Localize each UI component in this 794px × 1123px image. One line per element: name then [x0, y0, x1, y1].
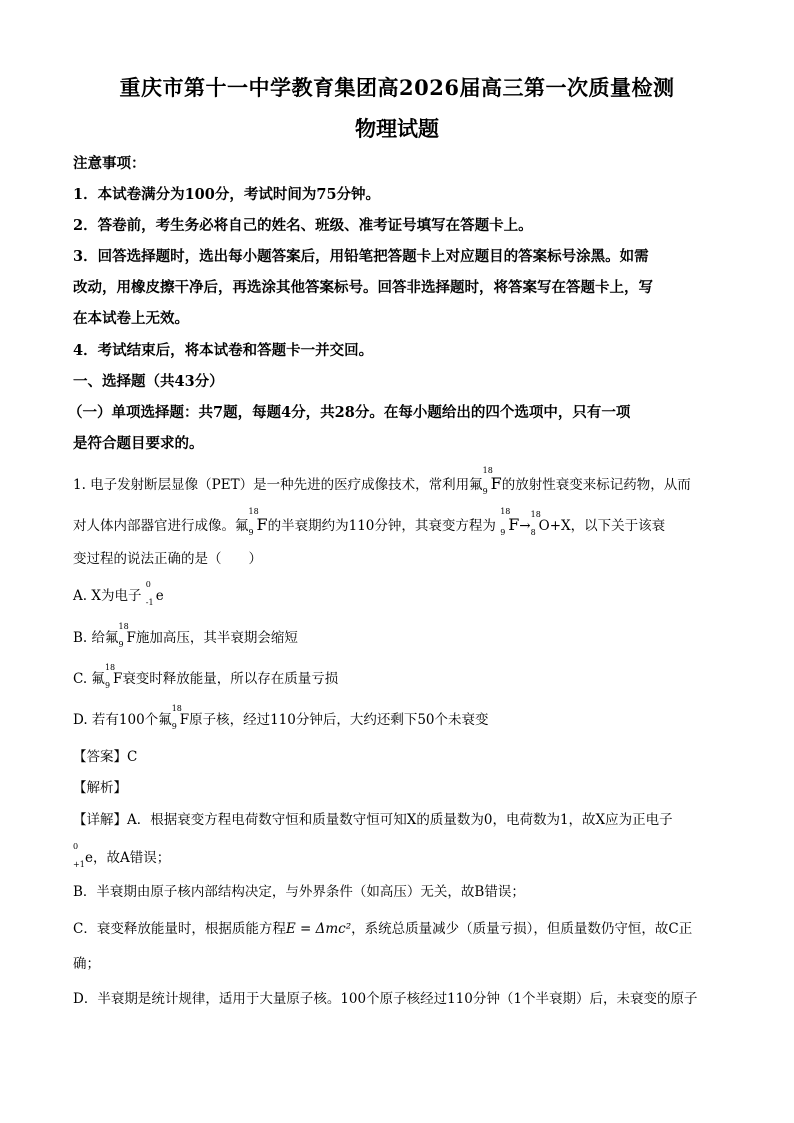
mass-energy-formula: E = Δmc²	[285, 921, 352, 937]
q1-text-c: 对人体内部器官进行成像。氟	[73, 518, 249, 534]
decay-arrow: →	[519, 518, 531, 534]
q1-text-e: ，以下关于该衰	[570, 518, 666, 534]
detail-line-1: 【详解】A．根据衰变方程电荷数守恒和质量数守恒可知X的质量数为0，电荷数为1，故X应为正电子	[73, 812, 673, 828]
q1-text-a: 1. 电子发射断层显像（PET）是一种先进的医疗成像技术，常利用氟	[73, 477, 483, 493]
exam-title: 重庆市第十一中学教育集团高2026届高三第一次质量检测	[119, 75, 675, 100]
positron-symbol: 0 +1 e	[73, 842, 93, 869]
detail-b-line: B．半衰期由原子核内部结构决定，与外界条件（如高压）无关，故B错误；	[73, 884, 525, 900]
section-sub-line-2: 是符合题目要求的。	[73, 435, 204, 452]
decay-equation: 18 9 F→ 18 8 O+X	[500, 507, 571, 537]
section-sub-line-1: （一）单项选择题：共7题，每题4分，共28分。在每小题给出的四个选项中，只有一项	[68, 404, 631, 421]
option-b: B. 给氟 18 9 F施加高压，其半衰期会缩短	[73, 622, 298, 649]
detail-c-line: C．衰变释放能量时，根据质能方程E = Δmc²，系统总质量减少（质量亏损），但质量数仍守恒，故C正	[73, 921, 693, 937]
notice-item-2: 2．答卷前，考生务必将自己的姓名、班级、准考证号填写在答题卡上。	[73, 217, 533, 234]
nuclide-f18: 18 9 F	[482, 466, 502, 496]
detail-d-line: D．半衰期是统计规律，适用于大量原子核。100个原子核经过110分钟（1个半衰期）后，未衰变的原子	[73, 991, 698, 1007]
question-1-line-2	[73, 507, 666, 537]
notice-item-3-end: 在本试卷上无效。	[73, 310, 189, 327]
section-heading: 一、选择题（共43分）	[73, 373, 224, 390]
notice-item-1: 1．本试卷满分为100分，考试时间为75分钟。	[73, 186, 381, 203]
notice-item-3: 3．回答选择题时，选出每小题答案后，用铅笔把答题卡上对应题目的答案标号涂黑。如需	[73, 248, 649, 265]
q1-text-b: 的放射性衰变来标记药物，从而	[501, 477, 691, 493]
electron-symbol: 0 -1 e	[145, 580, 164, 607]
option-d: D. 若有100个氟 18 9 F原子核，经过110分钟后，大约还剩下50个未衰变	[73, 704, 489, 731]
q1-text-d: 的半衰期约为110分钟，其衰变方程为	[267, 518, 496, 534]
option-c: C. 氟 18 9 F衰变时释放能量，所以存在质量亏损	[73, 663, 339, 690]
answer-line: 【答案】C	[73, 749, 138, 765]
notice-item-4: 4．考试结束后，将本试卷和答题卡一并交回。	[73, 342, 374, 359]
question-1-line-1	[73, 466, 691, 496]
notice-item-3-cont: 改动，用橡皮擦干净后，再选涂其他答案标号。回答非选择题时，将答案写在答题卡上，写	[73, 279, 653, 296]
analysis-heading: 【解析】	[73, 780, 127, 796]
detail-c-line-2: 确；	[73, 956, 100, 972]
option-a: A. X为电子 0 -1 e	[73, 580, 164, 607]
detail-line-2: 0 +1 e，故A错误；	[73, 842, 171, 869]
notice-heading: 注意事项：	[73, 155, 146, 172]
nuclide-f18: 18 9 F	[248, 507, 268, 537]
question-1-line-3: 变过程的说法正确的是（ ）	[73, 551, 262, 567]
exam-subtitle: 物理试题	[355, 116, 439, 141]
